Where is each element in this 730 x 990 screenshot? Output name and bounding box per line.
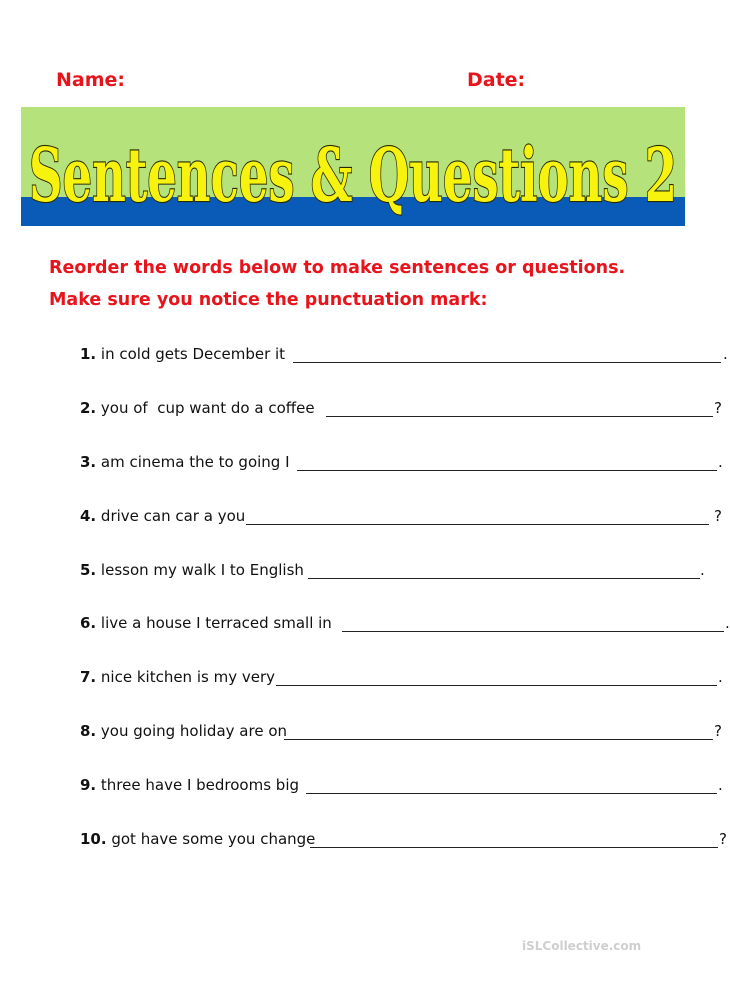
date-label: Date:	[467, 69, 526, 91]
answer-line[interactable]	[308, 578, 700, 579]
item-words: in cold gets December it	[100, 345, 286, 363]
item-number: 4.	[80, 507, 97, 525]
answer-line[interactable]	[306, 793, 717, 794]
item-number: 8.	[80, 722, 97, 740]
item-words: lesson my walk I to English	[100, 561, 304, 579]
punctuation-mark: .	[700, 561, 705, 579]
item-number: 3.	[80, 453, 97, 471]
answer-line[interactable]	[293, 362, 721, 363]
exercise-item-10	[80, 830, 727, 854]
punctuation-mark: ?	[719, 830, 727, 848]
item-number: 2.	[80, 399, 97, 417]
punctuation-mark: ?	[714, 722, 722, 740]
instruction-line-2: Make sure you notice the punctuation mark:	[49, 290, 488, 310]
item-words: drive can car a you	[100, 507, 246, 525]
item-words: am cinema the to going I	[100, 453, 290, 471]
item-words: live a house I terraced small in	[100, 614, 332, 632]
worksheet-title: Sentences & Questions 2	[29, 133, 677, 219]
item-words: you of cup want do a coffee	[100, 399, 315, 417]
title-graphic	[21, 107, 685, 226]
exercise-item-9	[80, 776, 723, 800]
name-label: Name:	[56, 69, 126, 91]
punctuation-mark: .	[718, 668, 723, 686]
answer-line[interactable]	[342, 631, 724, 632]
item-number: 9.	[80, 776, 97, 794]
item-words: you going holiday are on	[100, 722, 288, 740]
exercise-item-8	[80, 722, 722, 746]
punctuation-mark: .	[718, 453, 723, 471]
answer-line[interactable]	[276, 685, 717, 686]
exercise-item-4	[80, 507, 722, 531]
answer-line[interactable]	[326, 416, 713, 417]
punctuation-mark: .	[725, 614, 730, 632]
punctuation-mark: ?	[714, 507, 722, 525]
answer-line[interactable]	[246, 524, 709, 525]
item-number: 7.	[80, 668, 97, 686]
item-number: 10.	[80, 830, 107, 848]
item-number: 6.	[80, 614, 97, 632]
instruction-line-1: Reorder the words below to make sentences or questions.	[49, 258, 626, 278]
exercise-item-6	[80, 614, 730, 638]
punctuation-mark: .	[723, 345, 728, 363]
exercise-item-5	[80, 561, 705, 585]
exercise-item-1	[80, 345, 728, 369]
punctuation-mark: ?	[714, 399, 722, 417]
answer-line[interactable]	[297, 470, 717, 471]
instructions	[49, 252, 625, 316]
item-words: three have I bedrooms big	[100, 776, 300, 794]
exercise-item-2	[80, 399, 722, 423]
item-words: nice kitchen is my very	[100, 668, 275, 686]
exercise-item-3	[80, 453, 723, 477]
punctuation-mark: .	[718, 776, 723, 794]
item-number: 5.	[80, 561, 97, 579]
exercise-item-7	[80, 668, 723, 692]
title-banner	[21, 107, 685, 226]
answer-line[interactable]	[310, 847, 718, 848]
item-number: 1.	[80, 345, 97, 363]
watermark: iSLCollective.com	[522, 939, 642, 953]
answer-line[interactable]	[284, 739, 713, 740]
item-words: got have some you change	[111, 830, 316, 848]
